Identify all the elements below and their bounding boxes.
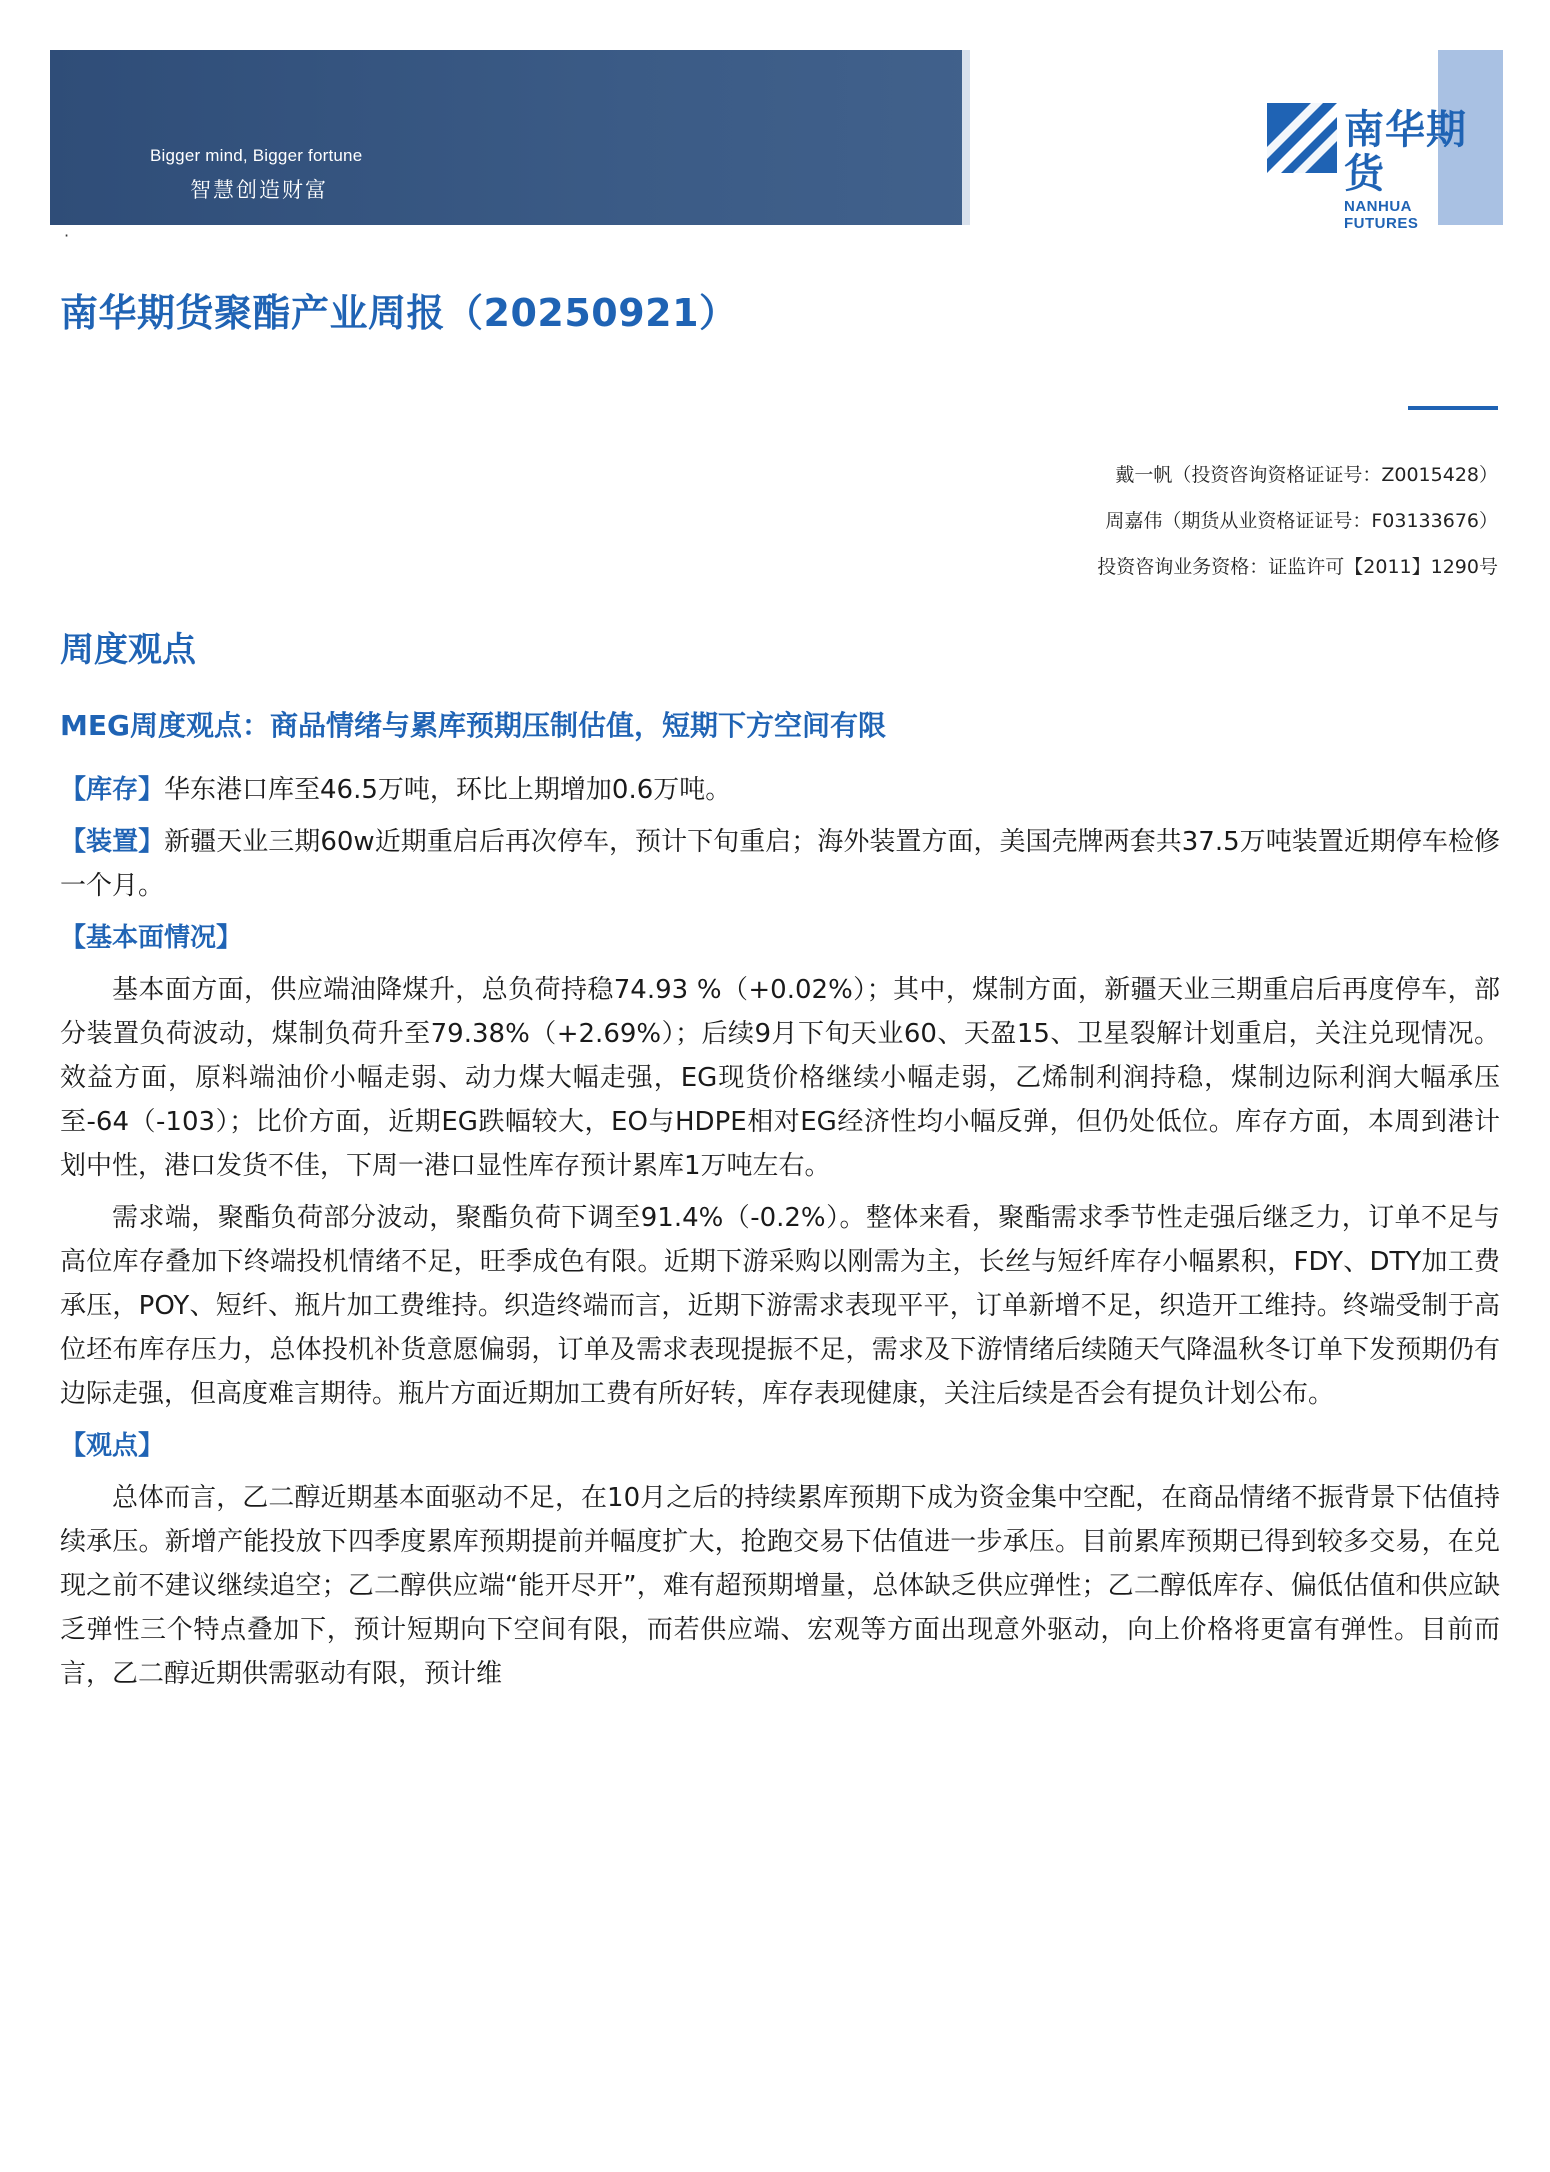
author-line: 周嘉伟（期货从业资格证证号：F03133676） bbox=[1105, 510, 1498, 532]
equipment-tag: 【装置】 bbox=[60, 827, 165, 857]
fundamentals-paragraph-supply: 基本面方面，供应端油降煤升，总负荷持稳74.93 %（+0.02%）；其中，煤制方面，新疆天业三期重启后再度停车，部分装置负荷波动，煤制负荷升至79.38%（+2.69%）；后续9月下旬天业60、天盈15、卫星裂解计划重启，关注兑现情况。效益方面，原料端油价小幅走弱、动力煤大幅走强，EG现货价格继续小幅走弱，乙烯制利润持稳，煤制边际利润大幅承压至-64（-103）；比价方面，近期EG跌幅较大，EO与HDPE相对EG经济性均小幅反弹，但仍处低位。库存方面，本周到港计划中性，港口发货不佳，下周一港口显性库存预计累库1万吨左右。 bbox=[60, 975, 1500, 1181]
logo-english: NANHUA FUTURES bbox=[1344, 198, 1419, 232]
view-paragraph: 总体而言，乙二醇近期基本面驱动不足，在10月之后的持续累库预期下成为资金集中空配，在商品情绪不振背景下估值持续承压。新增产能投放下四季度累库预期提前并幅度扩大，抢跑交易下估值进一步承压。目前累库预期已得到较多交易，在兑现之前不建议继续追空；乙二醇供应端“能开尽开”，难有超预期增量，总体缺乏供应弹性；乙二醇低库存、偏低估值和供应缺乏弹性三个特点叠加下，预计短期向下空间有限，而若供应端、宏观等方面出现意外驱动，向上价格将更富有弹性。目前而言，乙二醇近期供需驱动有限，预计维 bbox=[60, 1483, 1500, 1689]
page-mark: · bbox=[64, 226, 70, 245]
license-line: 投资咨询业务资格：证监许可【2011】1290号 bbox=[1097, 556, 1498, 578]
nanhua-logo-icon bbox=[1267, 103, 1337, 177]
report-body bbox=[60, 768, 1500, 1704]
meg-subheading: MEG周度观点：商品情绪与累库预期压制估值，短期下方空间有限 bbox=[60, 709, 886, 742]
equipment-paragraph bbox=[60, 820, 1500, 908]
fundamentals-paragraph-demand: 需求端，聚酯负荷部分波动，聚酯负荷下调至91.4%（-0.2%）。整体来看，聚酯需求季节性走强后继乏力，订单不足与高位库存叠加下终端投机情绪不足，旺季成色有限。近期下游采购以刚需为主，长丝与短纤库存小幅累积，FDY、DTY加工费承压，POY、短纤、瓶片加工费维持。织造终端而言，近期下游需求表现平平，订单新增不足，织造开工维持。终端受制于高位坯布库存压力，总体投机补货意愿偏弱，订单及需求表现提振不足，需求及下游情绪后续随天气降温秋冬订单下发预期仍有边际走强，但高度难言期待。瓶片方面近期加工费有所好转，库存表现健康，关注后续是否会有提负计划公布。 bbox=[60, 1203, 1500, 1409]
tagline-english: Bigger mind, Bigger fortune bbox=[150, 146, 363, 165]
tagline-chinese: 智慧创造财富 bbox=[190, 178, 328, 202]
view-heading: 【观点】 bbox=[60, 1431, 165, 1461]
logo-chinese: 南华期货 bbox=[1344, 107, 1467, 197]
inventory-tag: 【库存】 bbox=[60, 775, 165, 805]
banner-tagline bbox=[150, 146, 362, 204]
inventory-paragraph bbox=[60, 768, 1500, 812]
logo-panel-stripe bbox=[962, 50, 970, 225]
equipment-text: 新疆天业三期60w近期重启后再次停车，预计下旬重启；海外装置方面，美国壳牌两套共37.5万吨装置近期停车检修一个月。 bbox=[60, 827, 1500, 901]
section-heading: 周度观点 bbox=[60, 630, 196, 670]
report-title: 南华期货聚酯产业周报（20250921） bbox=[60, 291, 738, 335]
author-block bbox=[1097, 452, 1498, 590]
fundamentals-heading: 【基本面情况】 bbox=[60, 923, 243, 953]
author-line: 戴一帆（投资咨询资格证证号：Z0015428） bbox=[1115, 464, 1498, 486]
header-banner bbox=[50, 50, 1503, 232]
inventory-text: 华东港口库至46.5万吨，环比上期增加0.6万吨。 bbox=[164, 775, 732, 805]
title-divider bbox=[1408, 406, 1498, 410]
logo-panel bbox=[962, 50, 1503, 232]
logo-wordmark bbox=[1344, 108, 1484, 232]
